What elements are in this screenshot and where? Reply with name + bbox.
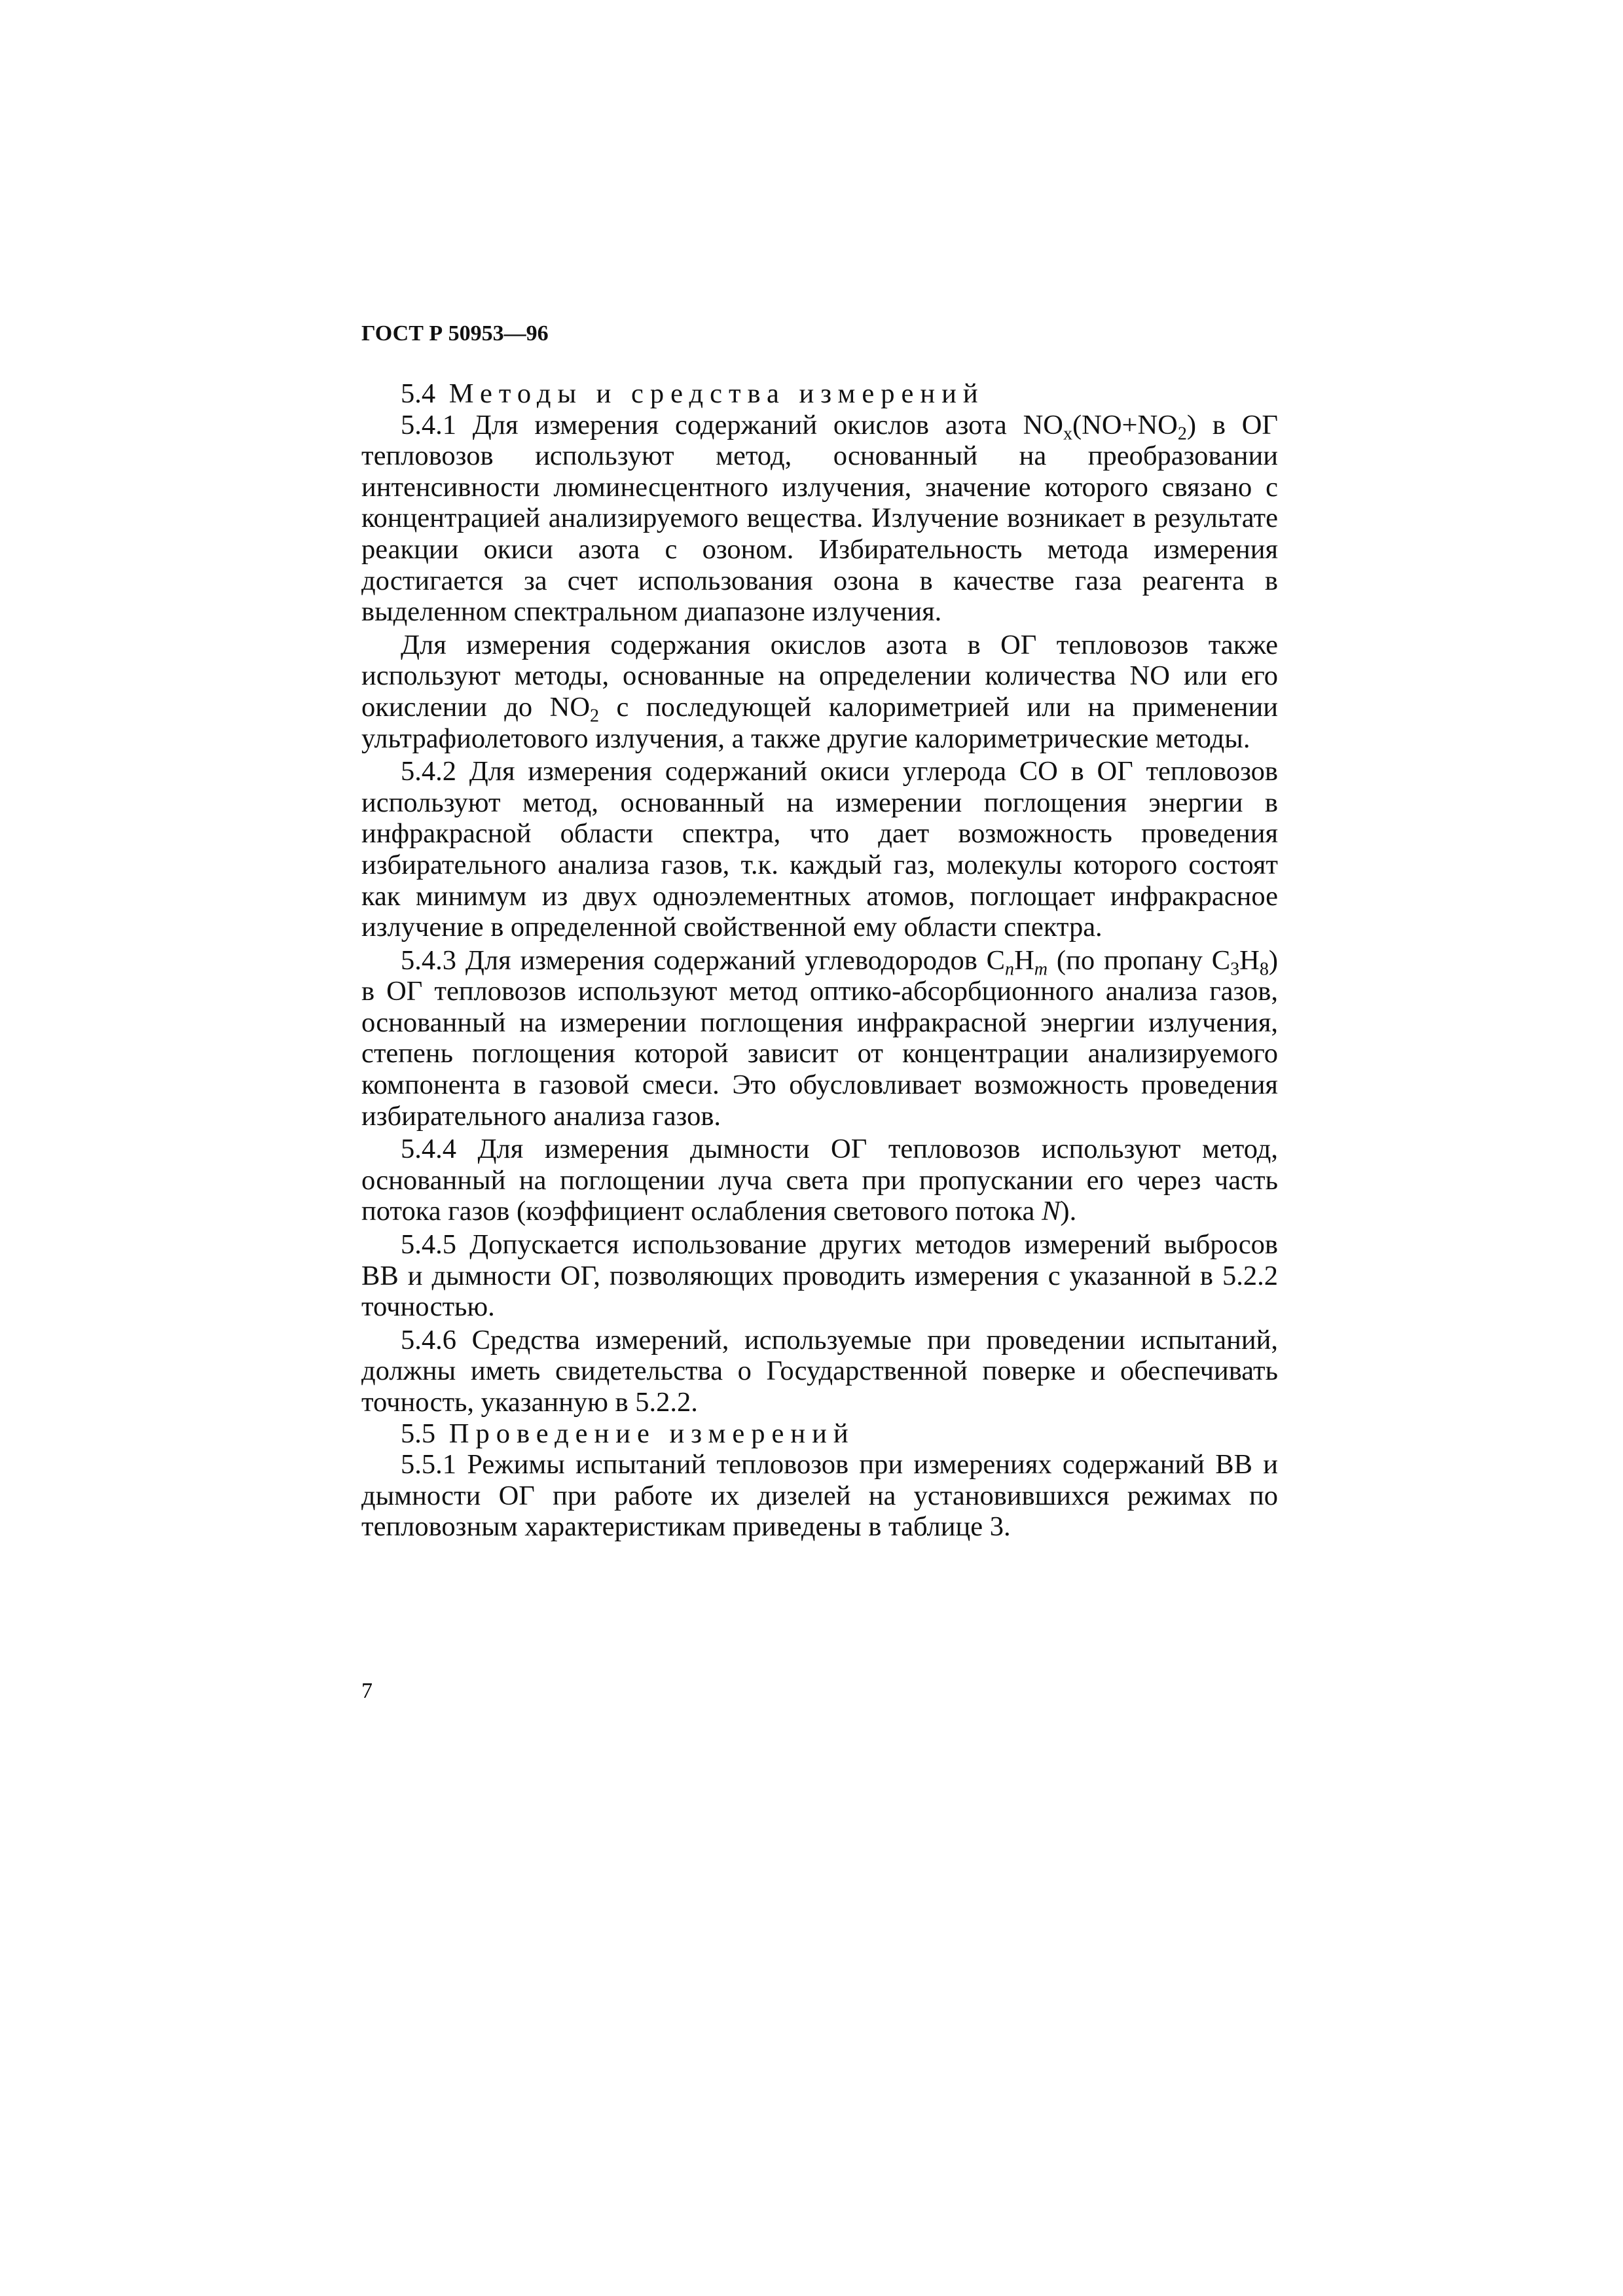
subscript: 2 bbox=[1177, 423, 1187, 444]
section-heading-5-5 bbox=[361, 1418, 1278, 1450]
subscript: x bbox=[1063, 423, 1072, 444]
paragraph-text: с последующей калориметрией или на применении ультрафиолетового излучения, а также другие калориметрические методы. bbox=[361, 691, 1278, 754]
paragraph-text: ) в ОГ тепловозов используют метод, основанный на преобразовании интенсивности люминесцентного излучения, значение которого связано с концентрацией анализируемого вещества. Излучение возникает в результате реакции окиси азота с озоном. Избирательность метода измерения достигается за счет использования озона в качестве газа реагента в выделенном спектральном диапазоне излучения. bbox=[361, 409, 1278, 628]
subscript: 2 bbox=[590, 706, 600, 726]
paragraph-5-5-1: 5.5.1 Режимы испытаний тепловозов при измерениях содержаний ВВ и дымности ОГ при работе их дизелей на установившихся режимах по тепловозным характеристикам приведены в таблице 3. bbox=[361, 1449, 1278, 1543]
paragraph-5-4-1-continued bbox=[361, 630, 1278, 754]
paragraph-text: H bbox=[1239, 944, 1260, 976]
subscript: 8 bbox=[1259, 959, 1269, 980]
paragraph-text: 5.4.3 Для измерения содержаний углеводородов C bbox=[401, 944, 1006, 976]
paragraph-text: (по пропану C bbox=[1048, 944, 1231, 976]
section-number: 5.4 bbox=[401, 378, 436, 409]
paragraph-text: 5.4.1 Для измерения содержаний окислов азота NO bbox=[401, 409, 1063, 440]
paragraph-5-4-3 bbox=[361, 945, 1278, 1132]
subscript: m bbox=[1034, 959, 1048, 980]
section-title: Методы и средства измерений bbox=[448, 378, 985, 409]
paragraph-5-4-2: 5.4.2 Для измерения содержаний окиси углерода CO в ОГ тепловозов используют метод, основанный на измерении поглощения энергии в инфракрасной области спектра, что дает возможность проведения избирательного анализа газов, т.к. каждый газ, молекулы которого состоят как минимум из двух одноэлементных атомов, поглощает инфракрасное излучение в определенной свойственной ему области спектра. bbox=[361, 756, 1278, 943]
paragraph-text: H bbox=[1014, 944, 1034, 976]
italic-symbol: N bbox=[1042, 1196, 1061, 1227]
paragraph-5-4-6: 5.4.6 Средства измерений, используемые при проведении испытаний, должны иметь свидетельства о Государственной поверке и обеспечивать точность, указанную в 5.2.2. bbox=[361, 1324, 1278, 1418]
paragraph-5-4-1 bbox=[361, 410, 1278, 628]
subscript: 3 bbox=[1230, 959, 1240, 980]
section-title: Проведение измерений bbox=[448, 1418, 855, 1449]
section-number: 5.5 bbox=[401, 1418, 436, 1449]
subscript: n bbox=[1005, 959, 1015, 980]
document-body bbox=[361, 378, 1278, 1543]
section-heading-5-4 bbox=[361, 378, 1278, 410]
paragraph-5-4-5: 5.4.5 Допускается использование других методов измерений выбросов ВВ и дымности ОГ, позволяющих проводить измерения с указанной в 5.2.2 точностью. bbox=[361, 1229, 1278, 1323]
page-number: 7 bbox=[361, 1679, 373, 1703]
paragraph-5-4-4 bbox=[361, 1134, 1278, 1227]
paragraph-text: 5.4.4 Для измерения дымности ОГ тепловозов используют метод, основанный на поглощении луча света при пропускании его через часть потока газов (коэффициент ослабления светового потока bbox=[361, 1134, 1278, 1227]
paragraph-text: Для измерения содержания окислов азота в ОГ тепловозов также используют методы, основанные на определении количества NO или его окислении до NO bbox=[361, 629, 1278, 723]
document-code-header: ГОСТ Р 50953—96 bbox=[361, 321, 549, 346]
paragraph-text: ). bbox=[1060, 1196, 1077, 1227]
paragraph-text: (NO+NO bbox=[1072, 409, 1178, 440]
paragraph-text: ) в ОГ тепловозов используют метод оптико-абсорбционного анализа газов, основанный на измерении поглощения инфракрасной энергии излучения, степень поглощения которой зависит от концентрации анализируемого компонента в газовой смеси. Это обусловливает возможность проведения избирательного анализа газов. bbox=[361, 944, 1279, 1132]
document-page bbox=[361, 319, 1278, 1543]
